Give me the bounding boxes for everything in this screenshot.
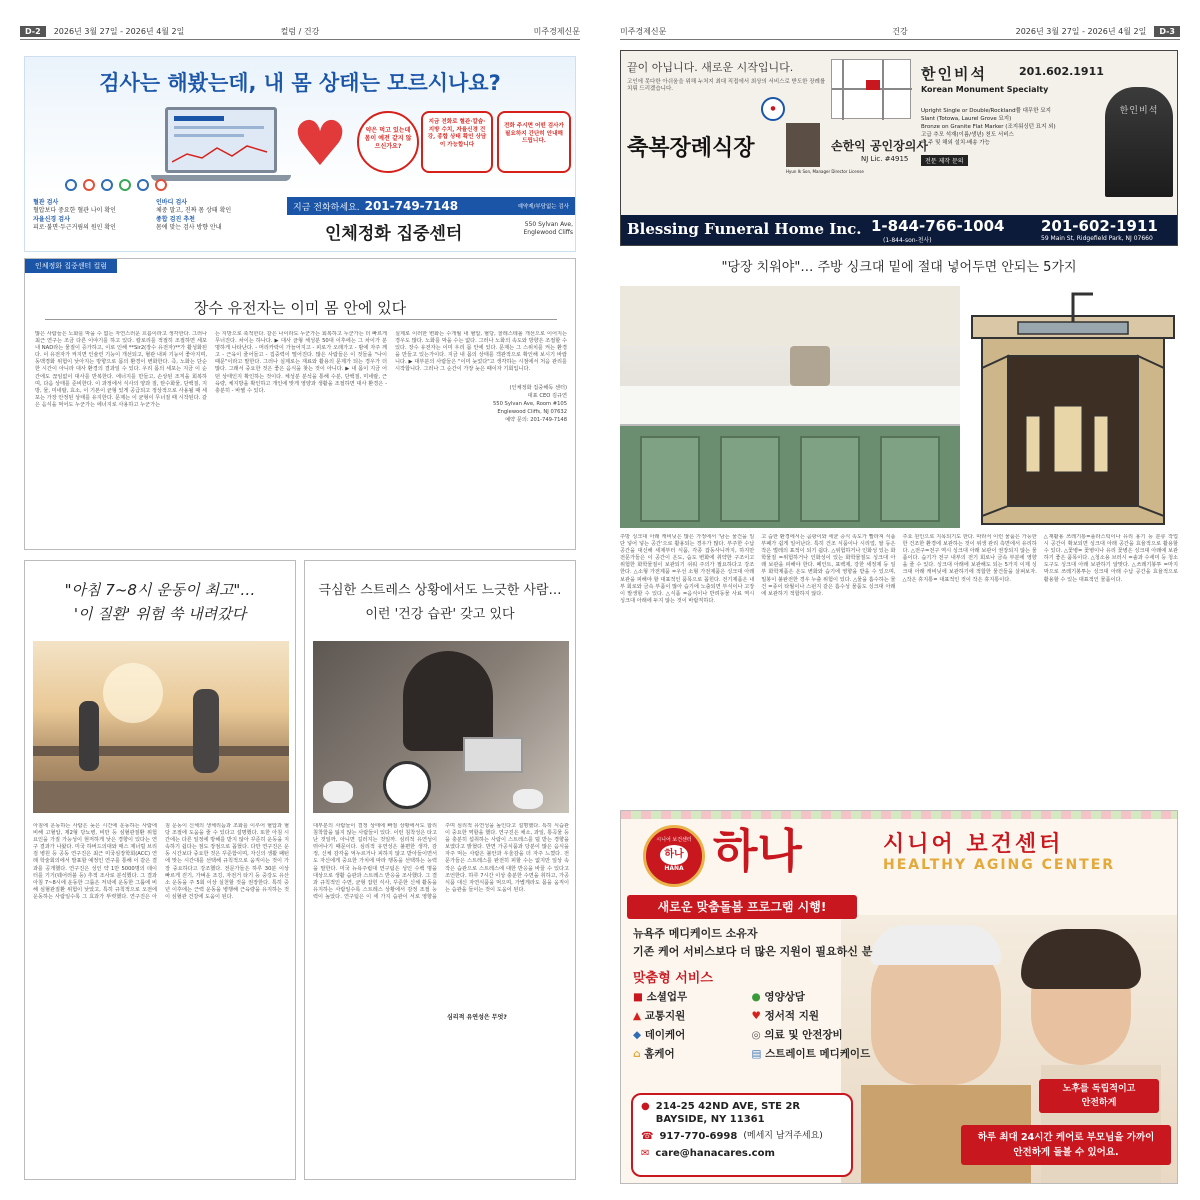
check-item: 혈관 검사 혈압보다 중요한 혈관 나이 확인 — [33, 199, 116, 214]
monument-item: Upright Single or Double/Rockland퓰 대무한 묘지 — [921, 108, 1051, 114]
director-photo — [786, 123, 820, 167]
nutrition-icon: ● — [751, 991, 761, 1003]
hana-target-1: 뉴욕주 메디케이드 소유자 — [633, 927, 758, 940]
hana-center-en: HEALTHY AGING CENTER — [883, 857, 1116, 873]
page-right — [620, 24, 1180, 1184]
paper-name: 미주경제신문 — [533, 27, 580, 36]
ad-headline: 검사는 해봤는데, 내 몸 상태는 모르시나요? — [99, 71, 501, 95]
hana-target-2: 기존 케어 서비스보다 더 많은 지원이 필요하신 분 — [633, 945, 873, 958]
gauge-row — [65, 179, 167, 191]
location-pin-icon: ● — [641, 1101, 650, 1112]
hana-badge: 노후를 독립적이고 안전하게 — [1039, 1079, 1159, 1113]
funeral-home-ad — [620, 50, 1178, 246]
article-title-line-2: 이런 '건강 습관' 갖고 있다 — [365, 607, 515, 622]
page-number: D-2 — [20, 26, 46, 37]
heart-stethoscope-icon: ♥ — [292, 107, 348, 180]
funeral-toll-free-sub: (1-844-son-천사) — [883, 237, 932, 244]
wheelchair-icon: ◎ — [751, 1029, 761, 1041]
tombstone-image: 한인비석 — [1105, 87, 1173, 197]
monument-title: 한인비석 — [921, 65, 987, 83]
check-item: 자율신경 검사 피로·불면·두근거림의 원인 확인 — [33, 216, 116, 231]
director-caption: Hyun Ik Son, Manager Director License — [786, 169, 864, 174]
order-note: 전문 제작 문의 — [921, 155, 968, 166]
funeral-toll-free: 1-844-766-1004 — [871, 217, 1005, 235]
funeral-tagline: 끝이 아닙니다. 새로운 시작입니다. — [627, 61, 794, 74]
runners-photo — [33, 641, 289, 813]
hana-aging-center-ad — [620, 810, 1178, 1184]
check-list — [33, 199, 273, 231]
hana-email[interactable]: care@hanacares.com — [655, 1148, 775, 1159]
bubble-3: 전화 주시면 어떤 검사가 필요하지 간단히 안내해 드립니다. — [497, 111, 571, 173]
service-item: ♥ 정서적 지원 — [751, 1010, 819, 1022]
sink-article-title: "당장 치워야"… 주방 싱크대 밑에 절대 넣어두면 안되는 5가지 — [721, 260, 1077, 275]
korean-flag-badge: ● — [761, 97, 785, 121]
daycare-icon: ◆ — [633, 1029, 642, 1041]
service-item: ⌂ 홈케어 — [633, 1048, 675, 1060]
issue-date: 2026년 3월 27일 - 2026년 4월 2일 — [1015, 27, 1147, 36]
hana-service-grid — [633, 989, 881, 1061]
email-icon: ✉ — [641, 1148, 650, 1159]
monument-item: 타 주 및 해외 설치·배송 가능 — [921, 140, 990, 146]
laptop-illustration — [165, 107, 277, 173]
home-icon: ⌂ — [633, 1048, 641, 1060]
page-left — [20, 24, 580, 1184]
monument-phone: 201.602.1911 — [1019, 65, 1104, 78]
article-title-line-1: "아침 7~8시 운동이 최고"… — [64, 581, 256, 599]
director-license: NJ Lic. #4915 — [861, 155, 909, 163]
column-signature: (인체정화 집중해독 센터) 대표 CEO 김규연 550 Sylvan Ave, Room #105 Englewood Cliffs, NJ 07632 예약 문의: 201-749-7148 — [492, 384, 567, 423]
stressed-woman-photo — [313, 641, 569, 813]
phone-icon: ☎ — [641, 1131, 654, 1142]
sink-col-1: 주방 싱크대 아래 캐비닛은 많은 가정에서 '남는 물건을 일단 넣어 넣는 공간'으로 활용되는 경우가 많다. 부주한 수납공간을 대신해 세제부터 식품, 각종 잡동사니까지, 하지만 전문가들은 이 공간이 온도, 습도 변화에 취약한 구조이고 위험한 화학물질이 보관되기 쉬워 주의가 필요하다고 강조한다. △소형 가전제품 =우선 소형 가전제품은 싱크대 아래 보관을 피해야 할 대표적인 품목으로 꼽힌다. 전기제품은 내부 회로와 금속 부품이 많아 습기에 노출되면 부식이나 고장이 발생할 수 있다. △식품 =음식이나 반려동물 사료 역시 싱크대 아래에 두지 않는 것이 바람직하다. — [620, 534, 755, 604]
funeral-contact-bar — [621, 215, 1177, 245]
monument-item: Slant (Totowa, Laurel Grove 묘지) — [921, 116, 1012, 122]
funeral-address: 59 Main St, Ridgefield Park, NJ 07660 — [1041, 235, 1153, 242]
checkbox-icon: ■ — [633, 991, 643, 1003]
hana-announce: 새로운 맞춤돌봄 프로그램 시행! — [627, 895, 857, 919]
section-name: 컬럼 / 건강 — [280, 27, 320, 36]
column-col-2: 는 지방으로 축적한다. 같은 나이라도 누군가는 회복하고 누군가는 더 빠르게 무너진다. 차이는 하나다. ▶ 대사 균형 체성분 50대 이후에는 그 차이가 분명하게 나타난다. - 머리카락이 가늘어지고 - 피로가 오래가고 - 밤에 자주 깨고 - 근육이 줄어들고 - 집중력이 떨어진다. 많은 사람들은 이 것들을 "나이 때문"이라고 말한다. 그러나 실제로는 재료와 활용의 문제가 되는 경우가 더 많다. 그래서 중요한 것은 좋은 음식을 찾는 것이 아니다. ▶ 내 몸이 지금 어떤 상태인지 확인하는 것이다. 체성분 분석을 통해 수분, 단백질, 미네랄, 근육량, 체지방을 확인하고 개인에 맞게 영양과 생활을 조절하면 대사 환경은 - 충분히 - 바뀔 수 있다. — [215, 331, 387, 394]
paper-name: 미주경제신문 — [620, 27, 667, 36]
hana-logo: 시니어 보건센터 하나 HANA — [643, 825, 705, 887]
hana-brand: 하나 — [713, 824, 802, 878]
column-col-3: 실제로 이러한 변화는 수개월 내 혈압, 혈당, 콜레스테롤 개선으로 이어지는 경우도 많다. 노화를 막을 수는 없다. 그러나 노화의 속도와 방향은 조절할 수 있다. 장수 유전자는 이미 우리 몸 안에 있다. 문제는 그 스위치를 켜는 환경을 만들고 있는가이다. 지금 내 몸의 상태를 객관적으로 확인해 보시기 바랍니다. ▶ 대부분의 사람들은 "이미 늦었다"고 생각하는 시점에서 처음 관리를 시작합니다. 그러나 그 순간이 가장 늦은 때이자 기회입니다. — [395, 331, 567, 373]
issue-date: 2026년 3월 27일 - 2026년 4월 2일 — [53, 27, 185, 36]
monument-item: 고급 추모 석재(이름/생년) 천도 서비스 — [921, 132, 1014, 138]
service-item: ▲ 교통지원 — [633, 1010, 686, 1022]
article-body: 아침에 운동하는 사람은 늦은 시간에 운동하는 사람에 비해 고혈압, 제2형 당뇨병, 비만 등 심혈관질환 위험 요인을 가질 가능성이 현저하게 낮은 경향이 있다는 연구 결과가 나왔다. 미국 하버드의대와 매스 제너럴 브리검 병원 등 공동 연구진은 최근 미국심장학회(ACC) 연례 학술회의에서 발표할 예정인 연구를 통해 이 같은 결과를 공개했다. 연구진은 성인 약 1만 5000명의 데이터를 기기(웨어러블 등) 추적 조사로 분석했다. 그 결과 아침 7~8시에 운동한 그룹은 저녁에 운동한 그룹에 비해 심혈관질환 위험이 낮았고, 특히 규칙적으로 오전에 운동하는 사람일수록 그 효과가 뚜렷했다. 연구진은 아침 운동이 신체의 생체리듬과 조화를 이루어 혈압과 혈당 조절에 도움을 줄 수 있다고 설명했다. 또한 아침 시간에는 다른 일정에 방해를 받지 않아 꾸준히 운동을 지속하기 쉽다는 점도 장점으로 꼽혔다. 다만 연구진은 운동 시간보다 중요한 것은 꾸준함이며, 자신의 생활 패턴에 맞는 시간대를 선택해 규칙적으로 움직이는 것이 가장 중요하다고 강조했다. 전문가들은 하루 30분 이상 빠르게 걷기, 가벼운 조깅, 자전거 타기 등 중강도 유산소 운동을 주 5회 이상 실천할 것을 권장한다. 특히 중년 이후에는 근력 운동을 병행해 근육량을 유지하는 것이 심혈관 건강에 도움이 된다. — [33, 823, 289, 900]
hana-contact-box: ● 214-25 42ND AVE, STE 2R BAYSIDE, NY 11361 ☎ 917-770-6998 (메세지 남겨주세요) ✉ care@hanacares.com — [631, 1093, 853, 1177]
check-item: 종합 검진 추천 몸에 맞는 검사 방향 안내 — [156, 216, 222, 231]
monument-items — [921, 107, 1107, 147]
section-name: 건강 — [892, 27, 908, 36]
article-subhead: 심리적 유연성은 무엇? — [445, 1011, 509, 1022]
column-article — [24, 258, 576, 550]
map-diagram — [831, 59, 911, 119]
car-icon: ▲ — [633, 1010, 642, 1022]
funeral-name-ko: 축복장례식장 — [627, 136, 755, 161]
sink-col-3: 주요 원인으로 지목되기도 한다. 따라서 이런 물품은 가능한 한 건조한 환경에 보관하는 것이 위생 관리 측면에서 유리하다. △전구=전구 역시 싱크대 아래 보관이 권장되지 않는 물품이다. 습기가 전구 내부의 전기 회로나 금속 부분에 영향을 줄 수 있다. 싱크대 아래에 보관해도 되는 5가지 이제 싱크대 아래 캐비닛에 보관하기에 적합한 물건들을 살펴보자. △작은 휴지통= 대표적인 것이 작은 휴지통이다. — [902, 534, 1037, 583]
ad-phone: 201-749-7148 — [364, 199, 459, 213]
kitchen-photo — [620, 286, 960, 528]
column-title: 장수 유전자는 이미 몸 안에 있다 — [193, 299, 407, 317]
sink-col-4: △재활용 쓰레기통=플라스틱이나 유리 용기 등 분류 작업 시 공간이 확보되면 싱크대 아래 공간을 효율적으로 활용할 수 있다. △꽃병= 꽃병이나 유리 꽃병은 싱크대 아래에 보관하기 좋은 품목이다. △청소용 브러시 =솔과 수세미 등 청소 도구도 싱크대 아래 보관하기 알맞다. △쓰레기봉투 =마지막으로 쓰레기봉투는 싱크대 아래 수납 공간을 효율적으로 활용할 수 있는 대표적인 물품이다. — [1043, 534, 1178, 583]
hana-center-ko: 시니어 보건센터 — [883, 832, 1064, 857]
funeral-english-name: Blessing Funeral Home Inc. — [627, 220, 862, 238]
funeral-tagline-sub: 고인에 못다한 아쉬움을 위해 누처지 최대 직접에서 최상의 서비스로 받도한 장례를 치뤄 드리겠습니다. — [627, 79, 826, 92]
call-bar: 지금 전화하세요. 201-749-7148 예약제/부담없는 검사 — [287, 197, 575, 215]
service-item: ■ 소셜업무 — [633, 991, 688, 1003]
service-item: ● 영양상담 — [751, 991, 805, 1003]
check-item: 인바디 검사 체중 말고, 진짜 몸 상태 확인 — [156, 199, 232, 214]
service-item: ▤ 스트레이트 메디케이드 — [751, 1048, 871, 1060]
hana-slogan: 하루 최대 24시간 케어로 부모님을 가까이 안전하게 돌볼 수 있어요. — [961, 1125, 1171, 1165]
heart-hands-icon: ♥ — [751, 1010, 761, 1022]
hana-service-title: 맞춤형 서비스 — [633, 971, 713, 986]
center-address: 550 Sylvan Ave, Englewood Cliffs — [523, 221, 573, 236]
bubble-2: 지금 전화로 혈관·칼슘·지방 수치, 자율신경 건강, 종합 상태 확인 상담이 가능합니다 — [421, 111, 493, 173]
running-header-left — [20, 24, 580, 40]
morning-exercise-article — [24, 560, 296, 1180]
service-item: ◆ 데이케어 — [633, 1029, 686, 1041]
director-name: 손한익 공인장의사 — [831, 139, 928, 153]
column-col-1: 많은 사람들은 노화를 막을 수 없는 자연스러운 흐름이라고 생각한다. 그러나 최근 연구는 조금 다른 이야기를 하고 있다. 칼로리를 적절히 조절하면 세포 내 NAD라는 물질이 증가하고, 이로 인해 **Sir2(장수 유전자)**가 활성화된다. 이 유전자가 켜지면 인슐린 기능이 개선되고, 혈관 내피 기능이 좋아지며, 동맥경화 위험이 낮아지는 방향으로 몸의 환경이 변화한다. 즉, 노화는 단순한 시간이 아니라 대사 환경의 결과일 수 있다. 우리 몸의 세포는 지금 이 순간에도 끊임없이 대사를 반복한다. 에너지를 만들고, 손상된 조직을 회복하며, 다음 상태를 준비한다. 이 과정에서 식사의 양과 질, 탄수화물, 단백질, 지방, 물, 미네랄, 효소, 이 기본이 균형 있게 공급되고 정상적으로 사용될 때 세포는 가장 안정된 상태를 유지한다. 문제는 이 균형이 무너질 때 시작된다. 같은 음식을 먹어도 누군가는 에너지로 사용하고 누군가는 — [35, 331, 207, 408]
monument-en: Korean Monument Specialty — [921, 85, 1049, 94]
page-number: D-3 — [1154, 26, 1180, 37]
column-label: 인체정화 집중센터 컬럼 — [25, 259, 117, 273]
article-title-line-1: 극심한 스트레스 상황에서도 느긋한 사람… — [318, 583, 562, 598]
health-check-ad — [24, 56, 576, 252]
stress-article — [304, 560, 576, 1180]
bubble-1: 약은 먹고 있는데 몸이 예전 같지 않으신가요? — [357, 111, 419, 173]
center-name: 인체정화 집중센터 — [325, 224, 463, 244]
document-icon: ▤ — [751, 1048, 762, 1060]
funeral-local-phone: 201-602-1911 — [1041, 217, 1158, 235]
sink-cabinet-illustration — [968, 286, 1178, 528]
running-header-right — [620, 24, 1180, 40]
hana-phone[interactable]: 917-770-6998 — [659, 1131, 738, 1142]
sink-col-2: 고 습한 환경에서는 곰팡이와 세균 증식 속도가 빨라져 식품 부패가 쉽게 일어난다. 특히 건조 식품이나 시리얼, 쌀 등은 작은 벌레의 표적이 되기 쉽다. △위험하거나 인화성 있는 화학물질 =위험하거나 인화성이 있는 화학물질도 싱크대 아래 보관을 피해야 한다. 페인트, 표백제, 강한 세정제 등 일부 화학제품은 온도 변화와 습기에 영향을 받을 수 있으며, 밀봉이 불완전한 경우 누출 위험이 있다. △물을 흡수하는 물건 =종이 타월이나 스펀지 같은 흡수성 물품도 싱크대 아래에 보관하기 적합하지 않다. — [761, 534, 896, 597]
article-title-line-2: '이 질환' 위험 쑥 내려갔다 — [73, 605, 247, 623]
article-body: 대부분의 사람들이 결정 상태에 빠질 상황에서도 합리 침착함을 잃지 않는 사람들이 있다. 이런 침착성은 타고난 것일까, 아니면 길러지는 것일까. 심리적 유연성이 뛰어나기 때문이다. 심리적 유연성은 불편한 생각, 감정, 신체 감각을 억누르거나 피하지 않고 받아들이면서도 자신에게 중요한 가치에 따라 행동을 선택하는 능력을 말한다. 미국 뉴욕주립대 연구팀은 성인 수백 명을 대상으로 생활 습관과 스트레스 반응을 조사했다. 그 결과 규칙적인 수면, 균형 잡힌 식사, 꾸준한 신체 활동을 유지하는 사람일수록 스트레스 상황에서 감정 조절 능력이 높았다. 연구팀은 이 세 가지 습관이 서로 영향을 주며 심리적 유연성을 높인다고 설명했다. 특히 식습관이 중요한 역할을 했다. 연구진은 채소, 과일, 통곡물 등을 충분히 섭취하는 사람이 스트레스를 덜 받는 경향을 보였다고 밝혔다. 반면 가공식품과 당분이 많은 음식을 자주 먹는 사람은 불안과 우울감을 더 자주 느꼈다. 전문가들은 스트레스를 완전히 피할 수는 없지만 일상 속 작은 습관으로 스트레스에 대한 반응을 바꿀 수 있다고 조언한다. 하루 7시간 이상 충분한 수면을 취하고, 가공식품 대신 자연식품을 먹으며, 가볍게라도 몸을 움직이는 습관을 들이는 것이 도움이 된다. — [313, 823, 569, 900]
service-item: ◎ 의료 및 안전장비 — [751, 1029, 843, 1041]
monument-item: Bronze on Granite Flat Marker (조지워싱턴 묘지 외) — [921, 124, 1056, 130]
